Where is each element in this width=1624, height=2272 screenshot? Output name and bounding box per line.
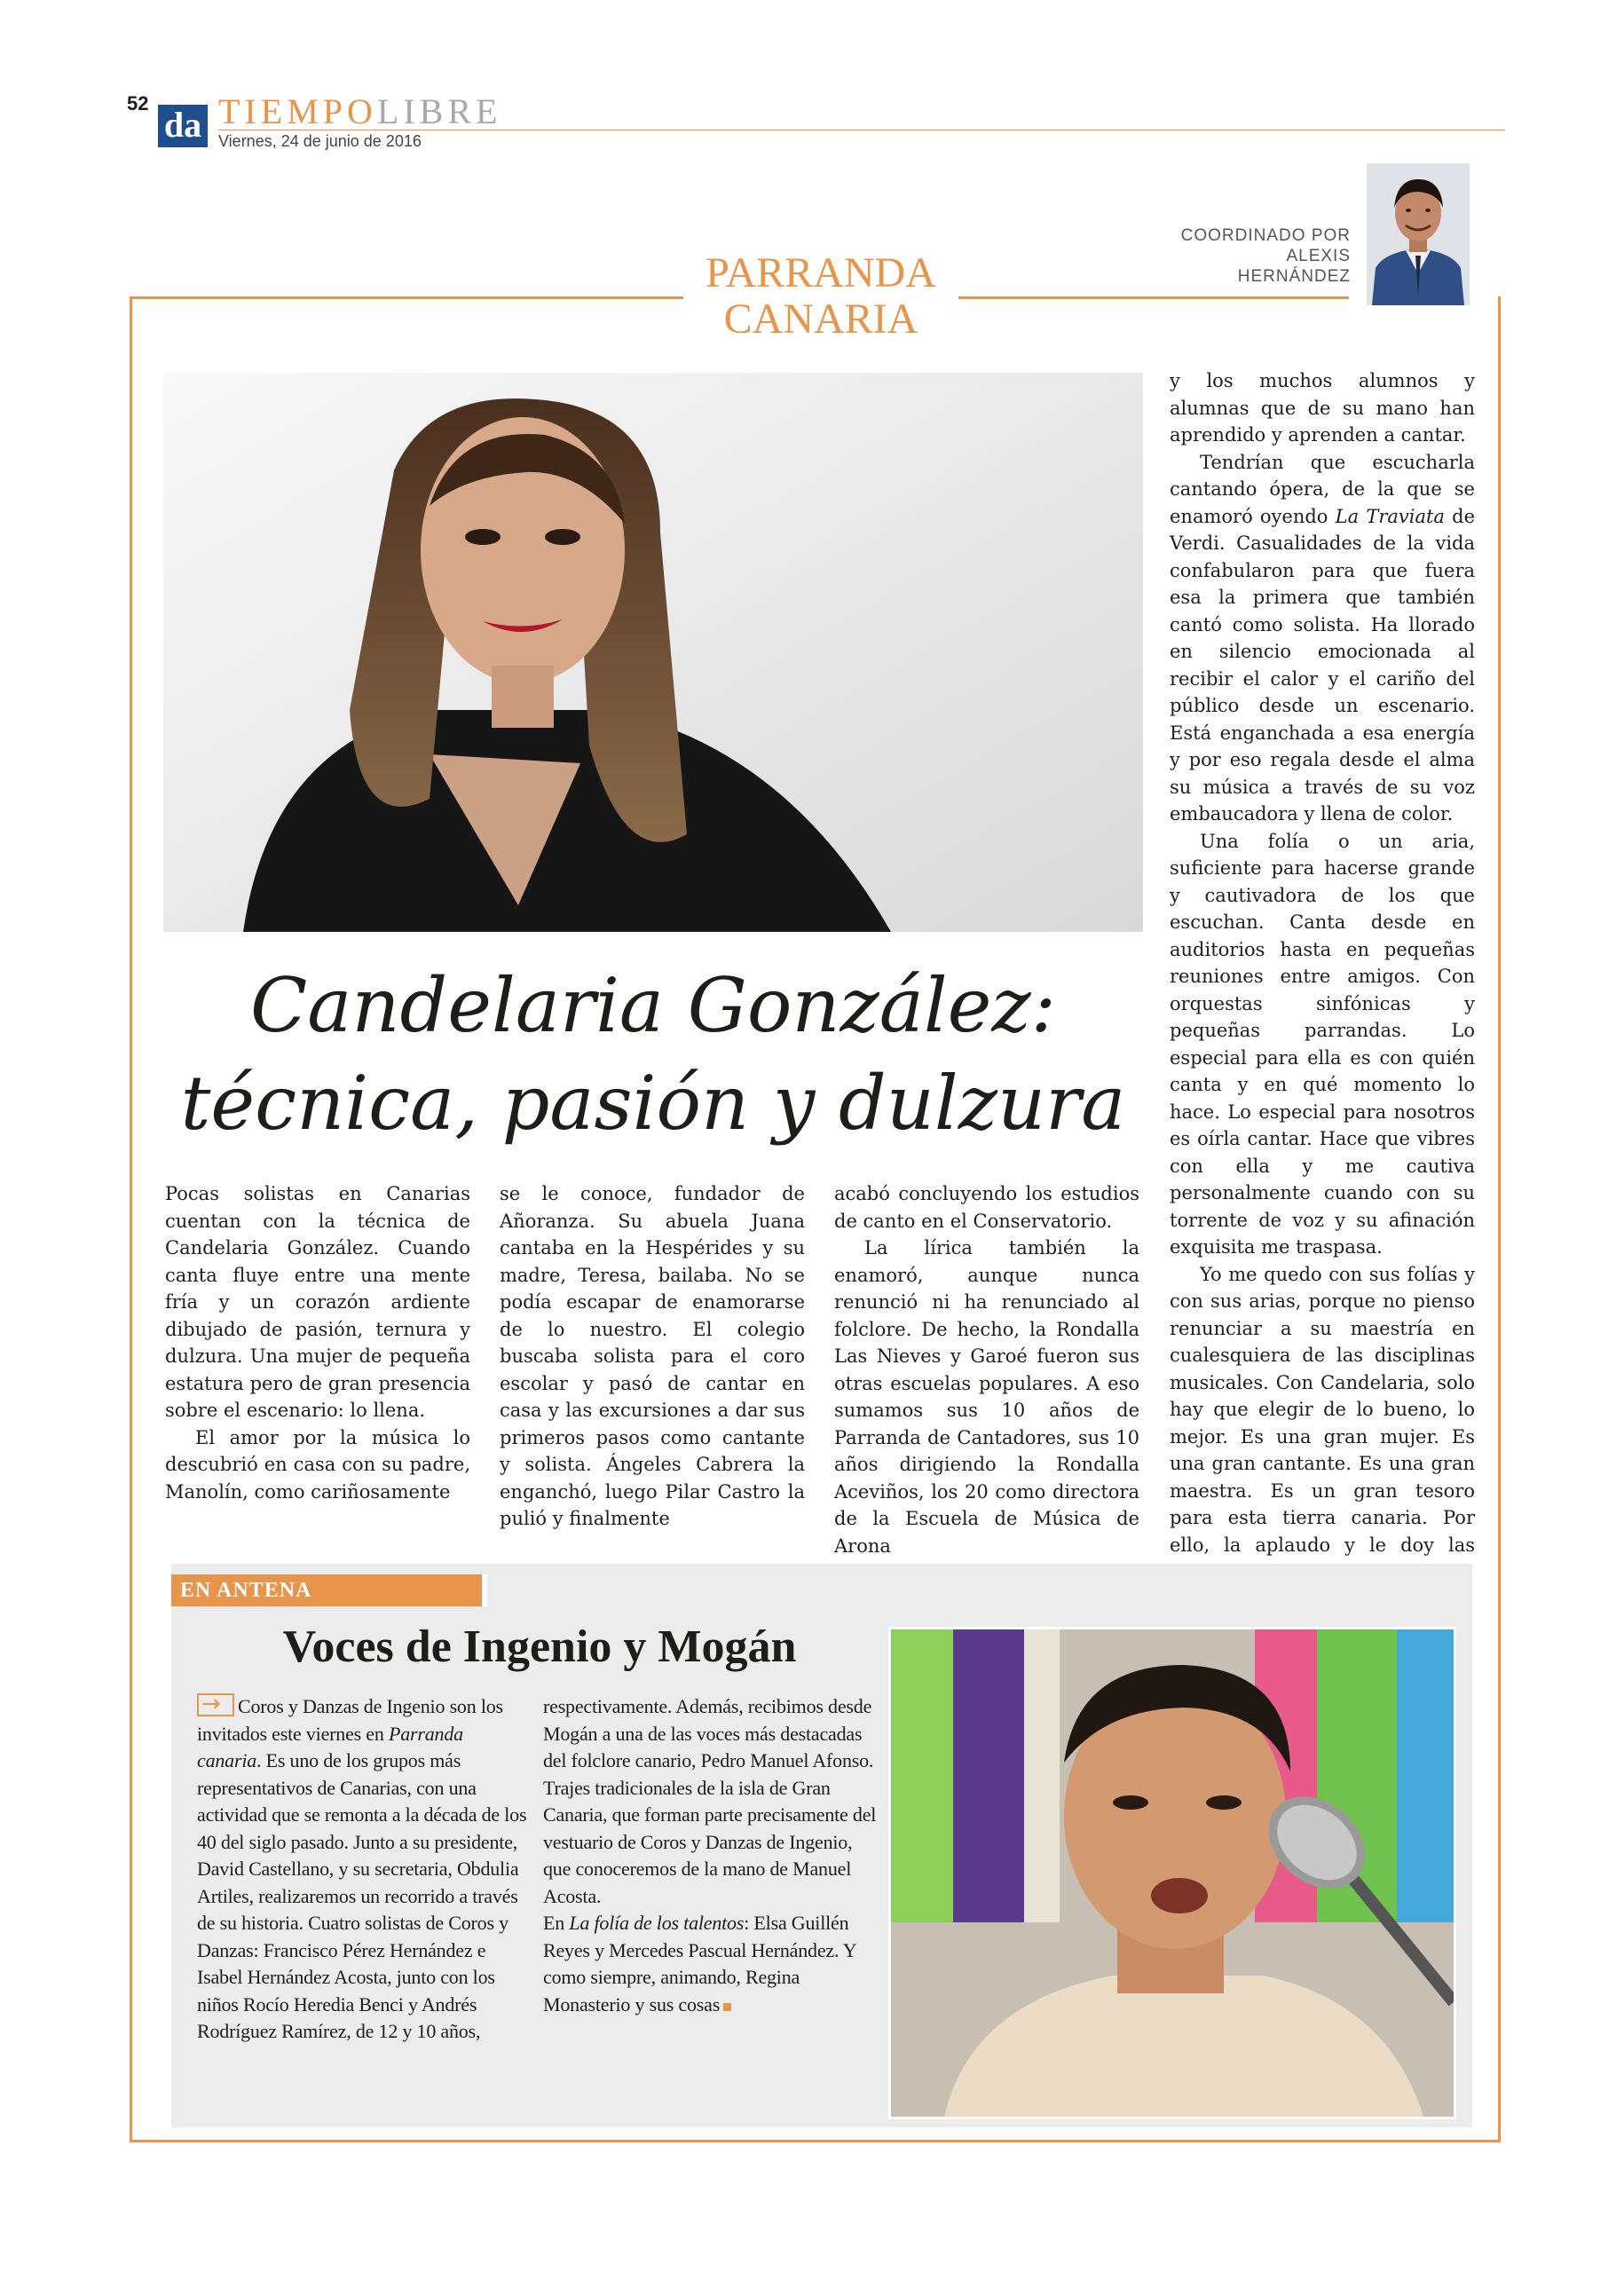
- coordinator-credit: [1118, 225, 1351, 287]
- text-run: : Elsa Guillén Reyes y Mercedes Pascual Hernández. Y como siempre, animando, Regina Monasterio y sus cosas: [543, 1912, 856, 2016]
- paragraph: Pocas solistas en Canarias cuentan con la técnica de Candelaria González. Cuando canta fluye entre una mente fría y un corazón ardiente dibujado de pasión, ternura y dulzura. Una mujer de pequeña estatura pero de gran presencia sobre el escenario: lo llena.: [165, 1183, 470, 1421]
- text-run: Coros y Danzas de Ingenio son los invitados este viernes en: [197, 1695, 503, 1745]
- paragraph: [543, 1910, 877, 2018]
- main-photo: [163, 373, 1143, 932]
- box-headline: Voces de Ingenio y Mogán: [282, 1621, 797, 1672]
- en-antena-tag: EN ANTENA: [171, 1574, 482, 1606]
- coordinator-portrait-illustration: [1367, 163, 1470, 305]
- newspaper-logo: da: [158, 105, 208, 147]
- portrait-illustration: [163, 373, 1143, 932]
- coordinator-last-name: HERNÁNDEZ: [1237, 267, 1351, 286]
- box-column-1: [197, 1693, 531, 2046]
- singer-illustration: [891, 1629, 1454, 2117]
- paragraph: La lírica también la enamoró, aunque nunca renunció ni ha renunciado al folclore. De hecho, la Rondalla Las Nieves y Garoé fueron sus otras escuelas populares. A eso sumamos sus 10 años de Parranda de Cantadores, sus 10 años dirigiendo la Rondalla Aceviños, los 20 como directora de la Escuela de Música de Arona: [834, 1237, 1139, 1557]
- article-column-2: [500, 1180, 805, 1533]
- paragraph: Una folía o un aria, suficiente para hacerse grande y cautivadora de los que escuchan. Canta desde en auditorios hasta en pequeñas reuniones entre amigos. Con orquestas sinfónicas y pequeñas parrandas. Lo especial para ella es con quién canta y en qué momento lo hace. Lo especial para nosotros es oírla cantar. Hace que vibres con ella y me cautiva personalmente cuando con su torrente de voz y su afinación exquisita me traspasa.: [1170, 830, 1475, 1258]
- headline-line-1: Candelaria González:: [250, 962, 1056, 1049]
- text-run: En: [543, 1912, 570, 1934]
- text-run: de Verdi. Casualidades de la vida confabularon para que fuera esa la primera que también cantó como solista. Ha llorado en silencio emocionada al recibir el calor y el cariño del público desde un escenario. Está enganchada a esa energía y por eso regala desde el alma su música a través de su voz embaucadora y llena de color.: [1170, 505, 1476, 824]
- paragraph: [197, 1693, 531, 2046]
- coordinator-label: COORDINADO POR: [1180, 226, 1351, 245]
- paragraph: acabó concluyendo los estudios de canto en el Conservatorio.: [834, 1183, 1139, 1232]
- program-title: Parranda canaria: [197, 1722, 463, 1771]
- headline-line-2: técnica, pasión y dulzura: [180, 1060, 1126, 1147]
- box-column-2: [543, 1693, 877, 2018]
- article-column-3: [834, 1180, 1139, 1559]
- paragraph: y los muchos alumnos y alumnas que de su mano han aprendido y aprenden a cantar.: [1170, 370, 1475, 446]
- end-mark-icon: [723, 2003, 731, 2011]
- paragraph: Yo me quedo con sus folías y con sus arias, porque no pienso renunciar a su maestría en cualesquiera de las disciplinas musicales. Con Candelaria, solo hay que elegir de lo bueno, lo mejor. Es una gran mujer. Es una gran cantante. Es una gran maestra. Es un gran tesoro para esta tierra canaria. Por ello, la aplaudo y le doy las: [1170, 1263, 1475, 1556]
- article-column-1: [165, 1180, 470, 1505]
- paragraph: El amor por la música lo descubrió en casa con su padre, Manolín, como cariñosamente: [165, 1426, 470, 1503]
- paragraph: respectivamente. Además, recibimos desde Mogán a una de las voces más destacadas del folclore canario, Pedro Manuel Afonso. Trajes tradicionales de la isla de Gran Canaria, que forman parte precisamente del vestuario de Coros y Danzas de Ingenio, que conoceremos de la mano de Manuel Acosta.: [543, 1695, 877, 1907]
- text-run: Tendrían que escucharla cantando ópera, de la que se enamoró oyendo: [1170, 451, 1475, 527]
- article-headline: [163, 957, 1143, 1152]
- section-kicker: [683, 250, 958, 343]
- kicker-line-1: PARRANDA: [706, 249, 936, 296]
- section-title-a: TIEMPO: [218, 91, 377, 131]
- kicker-line-2: CANARIA: [723, 296, 918, 343]
- section-title-b: LIBRE: [376, 91, 502, 131]
- arrow-right-icon: →: [197, 1693, 234, 1716]
- issue-date: Viernes, 24 de junio de 2016: [218, 132, 422, 150]
- article-column-4: [1170, 367, 1475, 1586]
- page-number: 52: [127, 92, 149, 114]
- segment-title: La folía de los talentos: [569, 1912, 745, 1934]
- tag-divider: [482, 1574, 487, 1606]
- opera-title: La Traviata: [1335, 505, 1445, 527]
- coordinator-portrait: [1367, 163, 1470, 305]
- section-title: [218, 91, 502, 131]
- text-run: . Es uno de los grupos más representativos de Canarias, con una actividad que se remonta a la década de los 40 del siglo pasado. Junto a su presidente, David Castellano, y su secretaria, Obdulia Artiles, realizaremos un recorrido a través de su historia. Cuatro solistas de Coros y Danzas: Francisco Pérez Hernández e Isabel Hernández Acosta, junto con los niños Rocío Heredia Benci y Andrés Rodríguez Ramírez, de 12 y 10 años,: [197, 1749, 527, 2042]
- paragraph: se le conoce, fundador de Añoranza. Su abuela Juana cantaba en la Hespérides y su madre, Teresa, bailaba. No se podía escapar de enamorarse de lo nuestro. El colegio buscaba solista para el coro escolar y pasó de cantar en casa y las excursiones a dar sus primeros pasos como cantante y solista. Ángeles Cabrera la enganchó, luego Pilar Castro la pulió y finalmente: [500, 1183, 805, 1529]
- singer-photo: [888, 1627, 1456, 2119]
- paragraph: [1170, 449, 1475, 828]
- coordinator-first-name: ALEXIS: [1286, 247, 1351, 265]
